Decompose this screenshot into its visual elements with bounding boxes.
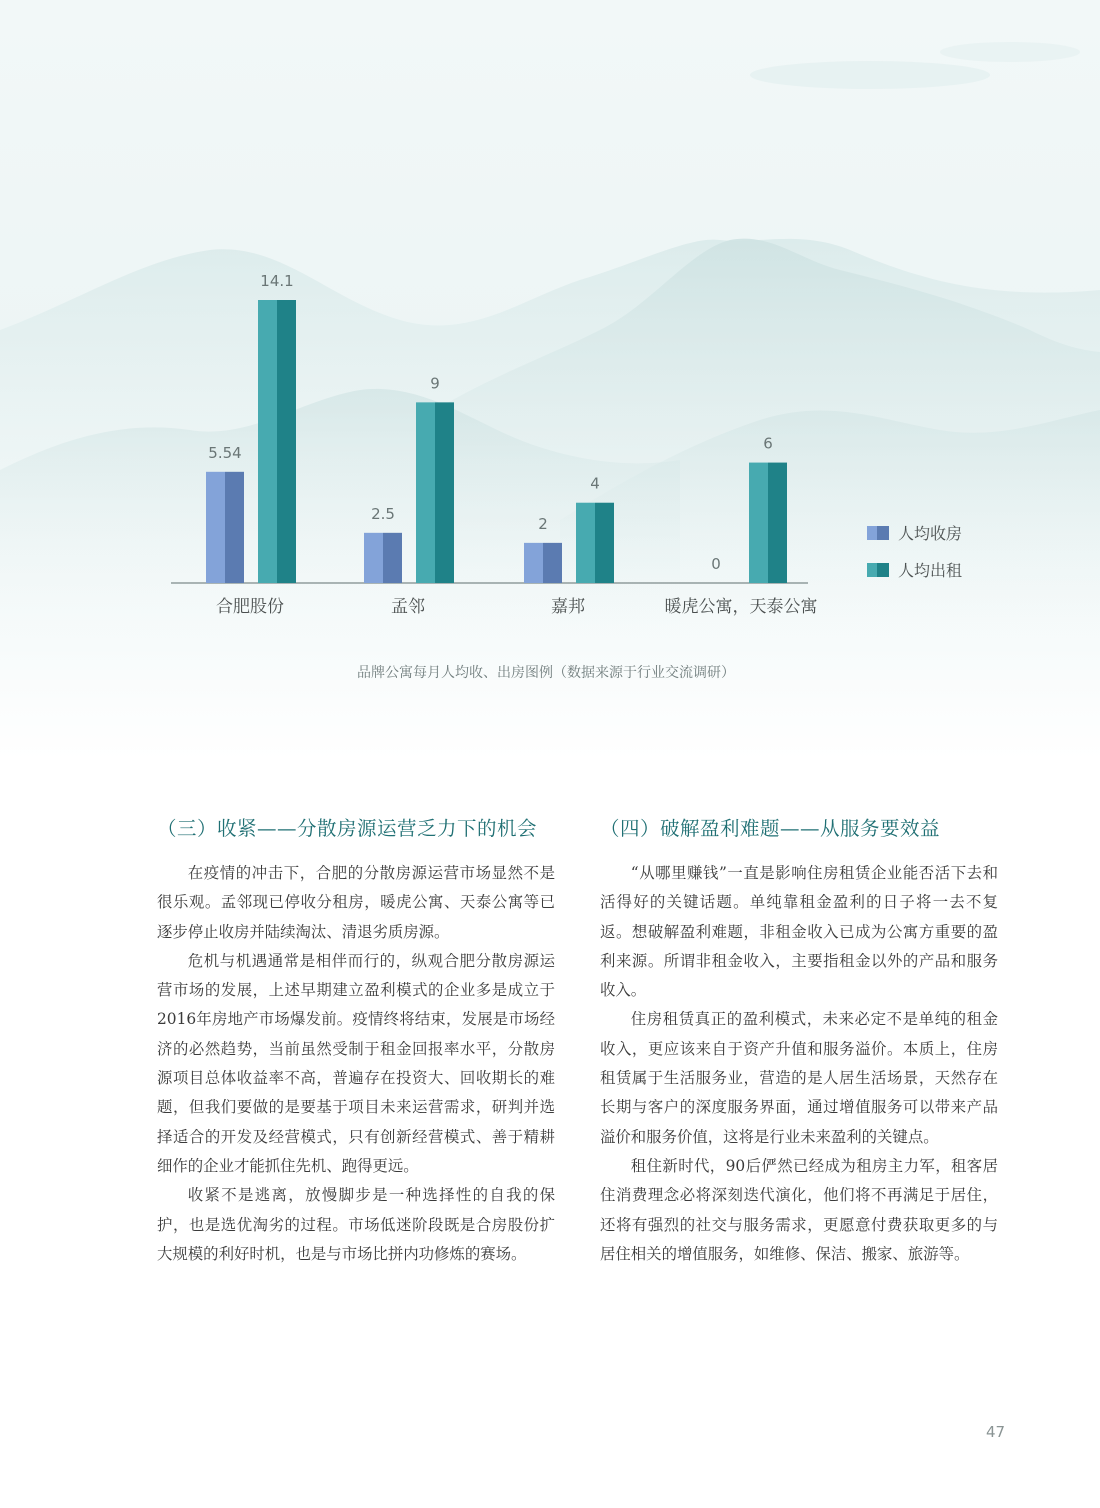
section-four-paragraph: 租住新时代，90后俨然已经成为租房主力军，租客居住消费理念必将深刻迭代演化，他们将不再满足于居住，还将有强烈的社交与服务需求，更愿意付费获取更多的与居住相关的增值服务，如维修、保洁、搬家、旅游等。 [600,1156,998,1263]
bar-shoufang-left-face [524,543,543,583]
page-number: 47 [986,1423,1006,1441]
section-four-paragraph: 住房租赁真正的盈利模式，未来必定不是单纯的租金收入，更应该来自于资产升值和服务溢价。本质上，住房租赁属于生活服务业，营造的是人居生活场景，天然存在长期与客户的深度服务界面，通过增值服务可以带来产品溢价和服务价值，这将是行业未来盈利的关键点。 [600,1010,998,1146]
legend-swatch-right [877,526,889,540]
bar-chuzu-left-face [749,463,768,583]
section-four-paragraph: “从哪里赚钱”一直是影响住房租赁企业能否活下去和活得好的关键话题。单纯靠租金盈利的日子将一去不复返。想破解盈利难题，非租金收入已成为公寓方重要的盈利来源。所谓非租金收入，主要指租金以外的产品和服务收入。 [600,864,998,1000]
data-label: 6 [763,434,773,453]
bar-chuzu-right-face [435,402,454,583]
data-label: 2.5 [371,504,395,523]
chart-caption: 品牌公寓每月人均收、出房图例（数据来源于行业交流调研） [357,665,735,681]
category-label: 合肥股份 [216,597,284,617]
section-three-paragraph: 在疫情的冲击下，合肥的分散房源运营市场显然不是很乐观。孟邻现已停收分租房，暖虎公寓、天泰公寓等已逐步停止收房并陆续淘汰、清退劣质房源。 [157,864,555,941]
legend-label: 人均收房 [898,524,963,543]
bar-shoufang-right-face [383,533,402,583]
bar-shoufang-left-face [364,533,383,583]
bar-chuzu-right-face [595,503,614,583]
bar-chuzu-right-face [277,300,296,583]
section-three-paragraph: 收紧不是逃离，放慢脚步是一种选择性的自我的保护，也是选优淘劣的过程。市场低迷阶段既是合房股份扩大规模的利好时机，也是与市场比拼内功修炼的赛场。 [157,1186,555,1263]
legend-label: 人均出租 [898,561,963,580]
legend-swatch-left [867,526,877,540]
legend-swatch-right [877,563,889,577]
data-label: 14.1 [260,272,294,290]
data-label: 2 [538,514,548,533]
bar-shoufang-right-face [225,472,244,583]
section-four [600,813,998,1269]
bar-chuzu-left-face [258,300,277,583]
data-label: 5.54 [208,443,242,462]
category-label: 暖虎公寓，天泰公寓 [664,597,818,617]
data-label: 4 [590,474,600,493]
bar-chuzu-right-face [768,463,787,583]
legend-swatch-left [867,563,877,577]
category-label: 孟邻 [391,597,425,617]
section-three-paragraph: 危机与机遇通常是相伴而行的，纵观合肥分散房源运营市场的发展，上述早期建立盈利模式的企业多是成立于2016年房地产市场爆发前。疫情终将结束，发展是市场经济的必然趋势，当前虽然受制于租金回报率水平，分散房源项目总体收益率不高，普遍存在投资大、回收期长的难题，但我们要做的是要基于项目未来运营需求，研判并选择适合的开发及经营模式，只有创新经营模式、善于精耕细作的企业才能抓住先机、跑得更远。 [157,951,555,1175]
category-label: 嘉邦 [551,597,585,617]
section-three-heading: （三）收紧——分散房源运营乏力下的机会 [157,817,538,840]
bar-chuzu-left-face [576,503,595,583]
bar-shoufang-left-face [206,472,225,583]
bar-shoufang-right-face [543,543,562,583]
section-four-heading: （四）破解盈利难题——从服务要效益 [600,817,941,840]
bar-chuzu-left-face [416,402,435,583]
data-label: 9 [430,374,440,393]
section-three [157,813,555,1269]
data-label: 0 [711,555,721,573]
